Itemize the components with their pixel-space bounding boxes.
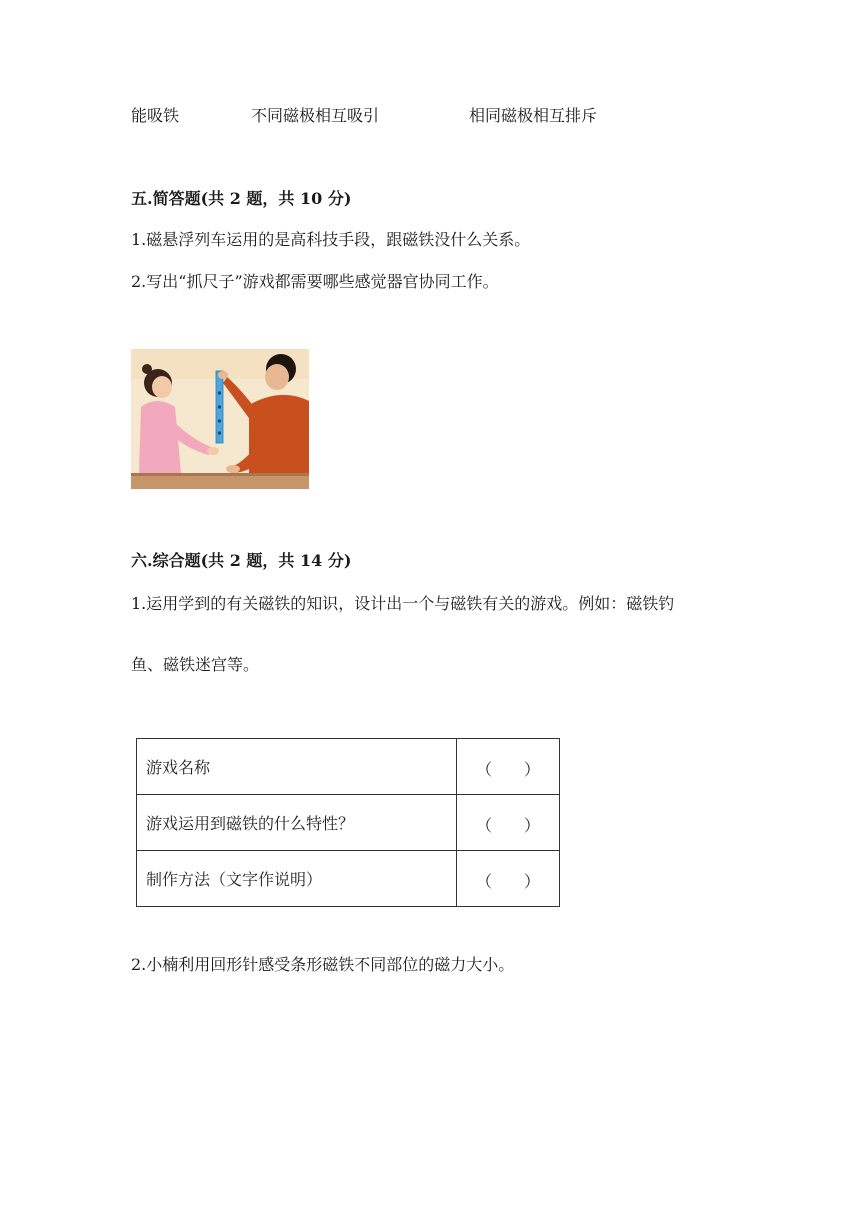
- question-text: 2.小楠利用回形针感受条形磁铁不同部位的磁力大小。: [131, 955, 515, 974]
- open-paren: （: [476, 872, 493, 891]
- table-row: [137, 739, 560, 795]
- option-text: 相同磁极相互排斥: [469, 106, 598, 125]
- answer-blank[interactable]: [457, 739, 560, 795]
- table-row-label: 游戏运用到磁铁的什么特性？: [137, 795, 457, 851]
- question-text: 1.运用学到的有关磁铁的知识，设计出一个与磁铁有关的游戏。例如：磁铁钓: [131, 594, 675, 613]
- section-heading: 六.综合题(共 2 题，共 14 分): [131, 551, 352, 570]
- game-design-table: [136, 738, 560, 907]
- section-heading: 五.简答题(共 2 题，共 10 分): [131, 189, 352, 208]
- option-text: 能吸铁: [131, 106, 180, 125]
- close-paren: ）: [524, 872, 541, 891]
- table-row-label: 游戏名称: [137, 739, 457, 795]
- answer-blank[interactable]: [457, 795, 560, 851]
- children-ruler-catch-photo: [131, 349, 309, 489]
- close-paren: ）: [524, 816, 541, 835]
- open-paren: （: [476, 816, 493, 835]
- open-paren: （: [476, 760, 493, 779]
- table-row-label: 制作方法（文字作说明）: [137, 851, 457, 907]
- answer-blank[interactable]: [457, 851, 560, 907]
- option-text: 不同磁极相互吸引: [251, 106, 380, 125]
- table-row: [137, 851, 560, 907]
- question-text-continued: 鱼、磁铁迷宫等。: [131, 655, 260, 674]
- table-row: [137, 795, 560, 851]
- question-text: 2.写出“抓尺子”游戏都需要哪些感觉器官协同工作。: [131, 272, 499, 291]
- close-paren: ）: [524, 760, 541, 779]
- question-text: 1.磁悬浮列车运用的是高科技手段，跟磁铁没什么关系。: [131, 230, 531, 249]
